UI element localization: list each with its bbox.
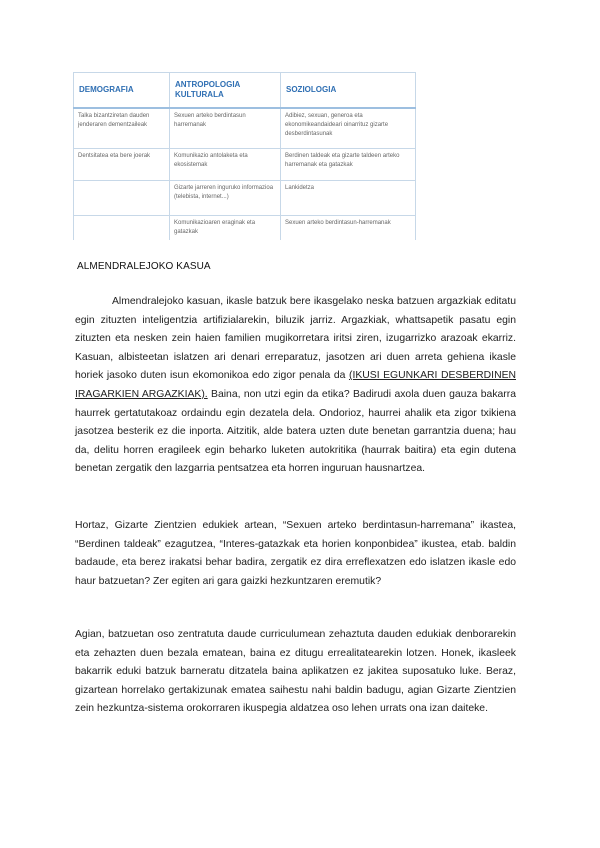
table-row [74,149,416,181]
table-row [74,216,416,241]
paragraph-text: Baina, non utzi egin da etika? Badirudi axola duen gauza bakarra haurrek gertatutakoaz ordaindu egin dezatela dela. Ondorioz, haurrei ahalik eta zigor txikiena jasotzea besterik ez die inporta. Aitzitik, alde batera uzten dute benetan garrantzia duena; hau da, delitu horren eragileek egin beharko luketen autokritika (haurrak baitira) eta egin dutena benetan zergatik den lazgarria pentsatzea eta horren inguruan hausnartzea. [75,388,516,475]
table-cell: Talka bizantziretan dauden jenderaren dementzaileak [74,108,170,149]
paragraph-social-sciences: Hortaz, Gizarte Zientzien edukiek artean, “Sexuen arteko berdintasun-harremana” ikastea, “Berdinen taldeak” ezagutzea, “Interes-gatazkak eta horien konponbidea” ikustea, etab. baldin badaude, eta berez irakatsi behar badira, zergatik ez dira erreflexatzen edo islatzen ikasle edo haur batzuetan? Zer egiten ari gara gaizki hezkuntzaren eremutik? [75,520,516,587]
table-cell: Sexuen arteko berdintasun harremanak [170,108,281,149]
table-cell: Komunikazioaren eraginak eta gatazkak [170,216,281,241]
table-row [74,108,416,149]
table-cell: Komunikazio antolaketa eta ekosistemak [170,149,281,181]
table-cell: Lankidetza [281,181,416,216]
table-cell: Adibiez, sexuan, generoa eta ekonomikeandaideari oinarrituz gizarte desberdintasunak [281,108,416,149]
section-title: ALMENDRALEJOKO KASUA [77,261,211,272]
table-row [74,181,416,216]
table-cell: Sexuen arteko berdintasun-harremanak [281,216,416,241]
table-cell [74,181,170,216]
paragraph-conclusion: Agian, batzuetan oso zentratuta daude curriculumean zehaztuta dauden edukiak denborarekin eta zehazten duen bezala ematean, baina ez ditugu errealitatearekin lotzen. Honek, ikasleek bakarrik eduki batzuk barneratu ditzatela baina aplikatzen ez jakitea suposatuko luke. Beraz, gizartean horrelako gertakizunak ematea saihestu nahi baldin badugu, agian Gizarte Zientzien zein hezkuntza-sistema orokorraren ikuspegia aldatzea oso lehen urrats ona izan daiteke. [75,629,516,715]
table-cell: Dentsitatea eta bere joerak [74,149,170,181]
table-cell: Gizarte jarreren inguruko informazioa (telebista, internet...) [170,181,281,216]
header-antropologia: ANTROPOLOGIA KULTURALA [170,73,281,109]
header-demografia: DEMOGRAFIA [74,73,170,109]
table-header-row [74,73,416,109]
paragraph-case-description [75,293,516,479]
curriculum-table [73,72,416,240]
table-cell [74,216,170,241]
table-cell: Berdinen taldeak eta gizarte taldeen arteko harremanak eta gatazkak [281,149,416,181]
newspaper-images-link[interactable]: (IKUSI EGUNKARI DESBERDINEN IRAGARKIEN ARGAZKIAK). [75,370,517,400]
header-soziologia: SOZIOLOGIA [281,73,416,109]
paragraph-text: Almendralejoko kasuan, ikasle batzuk bere ikasgelako neska batzuen argazkiak editatu egin zituzten inteligentzia artifizialarekin, biluzik jarriz. Argazkiak, whattsapetik pasatu egin zituzten eta nesken zein haien familien mugikorretara iritsi ziren, izugarrizko arazoak ekarriz. Kasuan, albisteetan islatzen ari denari erreparatuz, jasotzen ari duen arreta gehiena ikasle horiek jasoko duten isun ekomonikoa edo zigor penala da [75,296,516,382]
